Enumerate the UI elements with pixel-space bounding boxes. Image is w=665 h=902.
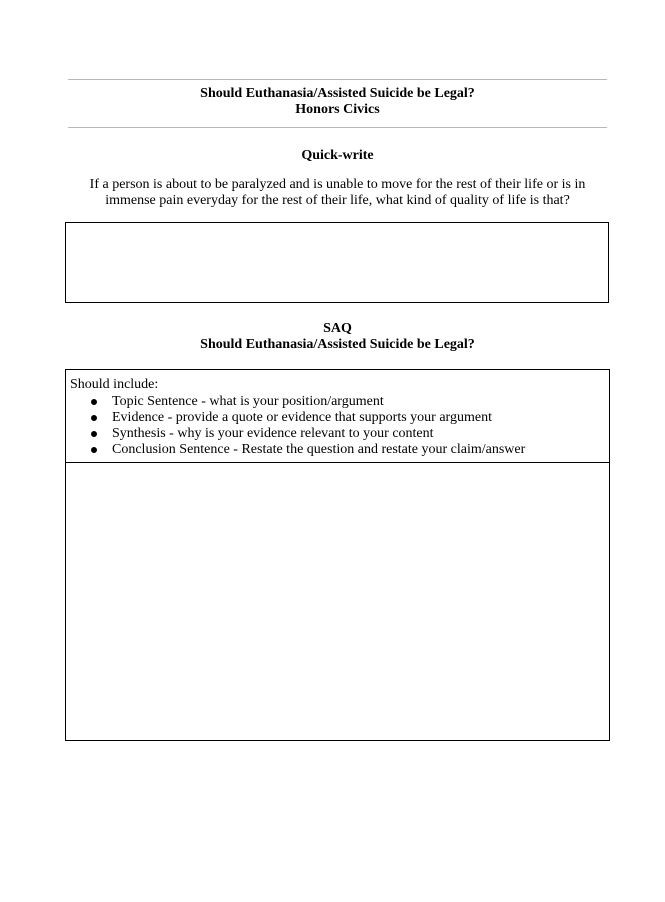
document-header	[68, 86, 607, 118]
document-title: Should Euthanasia/Assisted Suicide be Legal?	[200, 86, 475, 101]
header-bottom-divider	[68, 127, 607, 128]
list-item-text: Conclusion Sentence - Restate the question and restate your claim/answer	[112, 442, 526, 457]
list-item-text: Synthesis - why is your evidence relevant to your content	[112, 426, 434, 441]
bullet-icon	[91, 431, 97, 437]
requirements-list	[66, 394, 525, 458]
list-item	[66, 442, 525, 458]
quickwrite-prompt	[80, 177, 595, 209]
top-divider	[68, 79, 607, 80]
course-name: Honors Civics	[295, 102, 380, 117]
saq-question: Should Euthanasia/Assisted Suicide be Legal?	[200, 337, 475, 352]
instructions-intro: Should include:	[70, 377, 159, 392]
saq-answer-area[interactable]	[66, 463, 609, 740]
list-item-text: Topic Sentence - what is your position/argument	[112, 394, 384, 409]
prompt-line: immense pain everyday for the rest of their life, what kind of quality of life is that?	[105, 193, 570, 208]
bullet-icon	[91, 447, 97, 453]
quickwrite-answer-box[interactable]	[65, 222, 609, 303]
bullet-icon	[91, 399, 97, 405]
saq-header	[68, 321, 607, 353]
saq-heading: SAQ	[323, 321, 352, 336]
list-item	[66, 394, 525, 410]
saq-instructions-cell	[66, 370, 609, 463]
quickwrite-heading: Quick-write	[301, 148, 374, 163]
list-item	[66, 426, 525, 442]
bullet-icon	[91, 415, 97, 421]
saq-table	[65, 369, 610, 741]
prompt-line: If a person is about to be paralyzed and is unable to move for the rest of their life or is in	[89, 177, 586, 192]
list-item	[66, 410, 525, 426]
list-item-text: Evidence - provide a quote or evidence that supports your argument	[112, 410, 492, 425]
